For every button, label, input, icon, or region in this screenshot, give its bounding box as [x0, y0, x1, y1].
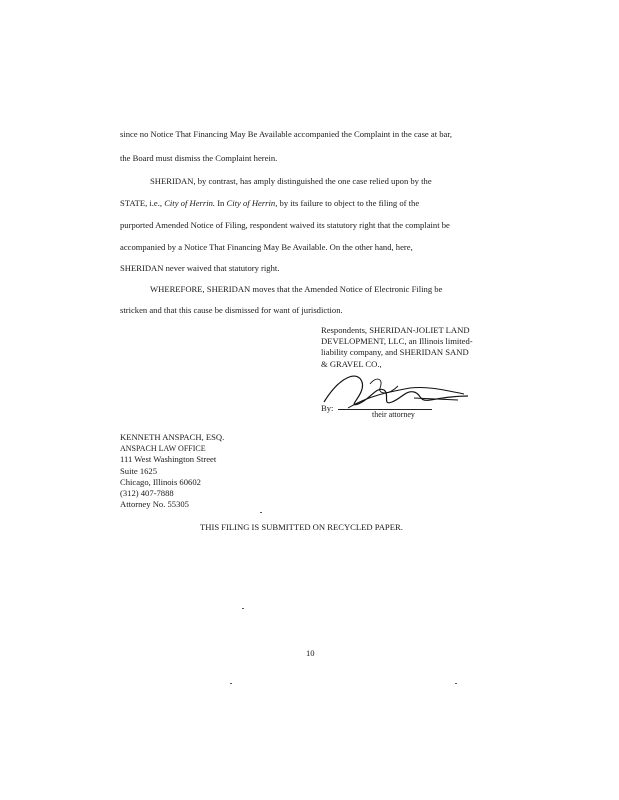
scan-speck: [242, 608, 244, 609]
counsel-city: Chicago, Illinois 60602: [120, 476, 201, 487]
counsel-block: [120, 432, 224, 510]
counsel-name: KENNETH ANSPACH, ESQ.: [120, 432, 225, 442]
page-number: 10: [306, 648, 315, 658]
counsel-firm: ANSPACH LAW OFFICE: [120, 444, 206, 454]
recycled-paper-notice: THIS FILING IS SUBMITTED ON RECYCLED PAPER.: [200, 522, 403, 532]
body-line-8: WHEREFORE, SHERIDAN moves that the Amended Notice of Electronic Filing be: [150, 284, 443, 294]
by-label: By:: [321, 403, 334, 413]
body-line-5: purported Amended Notice of Filing, respondent waived its statutory right that the complaint be: [120, 220, 450, 230]
respondents-block: [321, 325, 473, 370]
respondents-line-1: Respondents, SHERIDAN-JOLIET LAND: [321, 325, 470, 335]
case-name-italic-1: City of Herrin.: [164, 198, 216, 208]
scan-speck: [455, 683, 457, 684]
body-line-2: the Board must dismiss the Complaint herein.: [120, 153, 278, 163]
case-name-italic-2: City of Herrin,: [226, 198, 278, 208]
body-line-9: stricken and that this cause be dismissed for want of jurisdiction.: [120, 305, 343, 315]
respondents-line-4: & GRAVEL CO.,: [321, 358, 382, 369]
counsel-phone: (312) 407-7888: [120, 487, 174, 498]
body-line-7: SHERIDAN never waived that statutory right.: [120, 263, 280, 273]
counsel-suite: Suite 1625: [120, 465, 158, 476]
body-line-4-c: In: [215, 198, 227, 208]
body-line-1: since no Notice That Financing May Be Available accompanied the Complaint in the case at bar,: [120, 129, 453, 139]
body-line-3: SHERIDAN, by contrast, has amply distinguished the one case relied upon by the: [150, 176, 432, 186]
respondents-line-3: liability company, and SHERIDAN SAND: [321, 347, 469, 358]
body-line-6: accompanied by a Notice That Financing May Be Available. On the other hand, here,: [120, 242, 413, 252]
counsel-attorney-no: Attorney No. 55305: [120, 499, 189, 510]
scan-speck: [230, 683, 232, 684]
body-line-4-a: STATE, i.e.,: [120, 198, 165, 208]
body-line-4-e: by its failure to object to the filing of the: [277, 198, 420, 208]
respondents-line-2: DEVELOPMENT, LLC, an Illinois limited-: [321, 336, 473, 347]
counsel-street: 111 West Washington Street: [120, 454, 217, 465]
body-line-4: [120, 198, 419, 208]
scan-speck: [260, 512, 262, 513]
attorney-label: their attorney: [372, 410, 415, 419]
